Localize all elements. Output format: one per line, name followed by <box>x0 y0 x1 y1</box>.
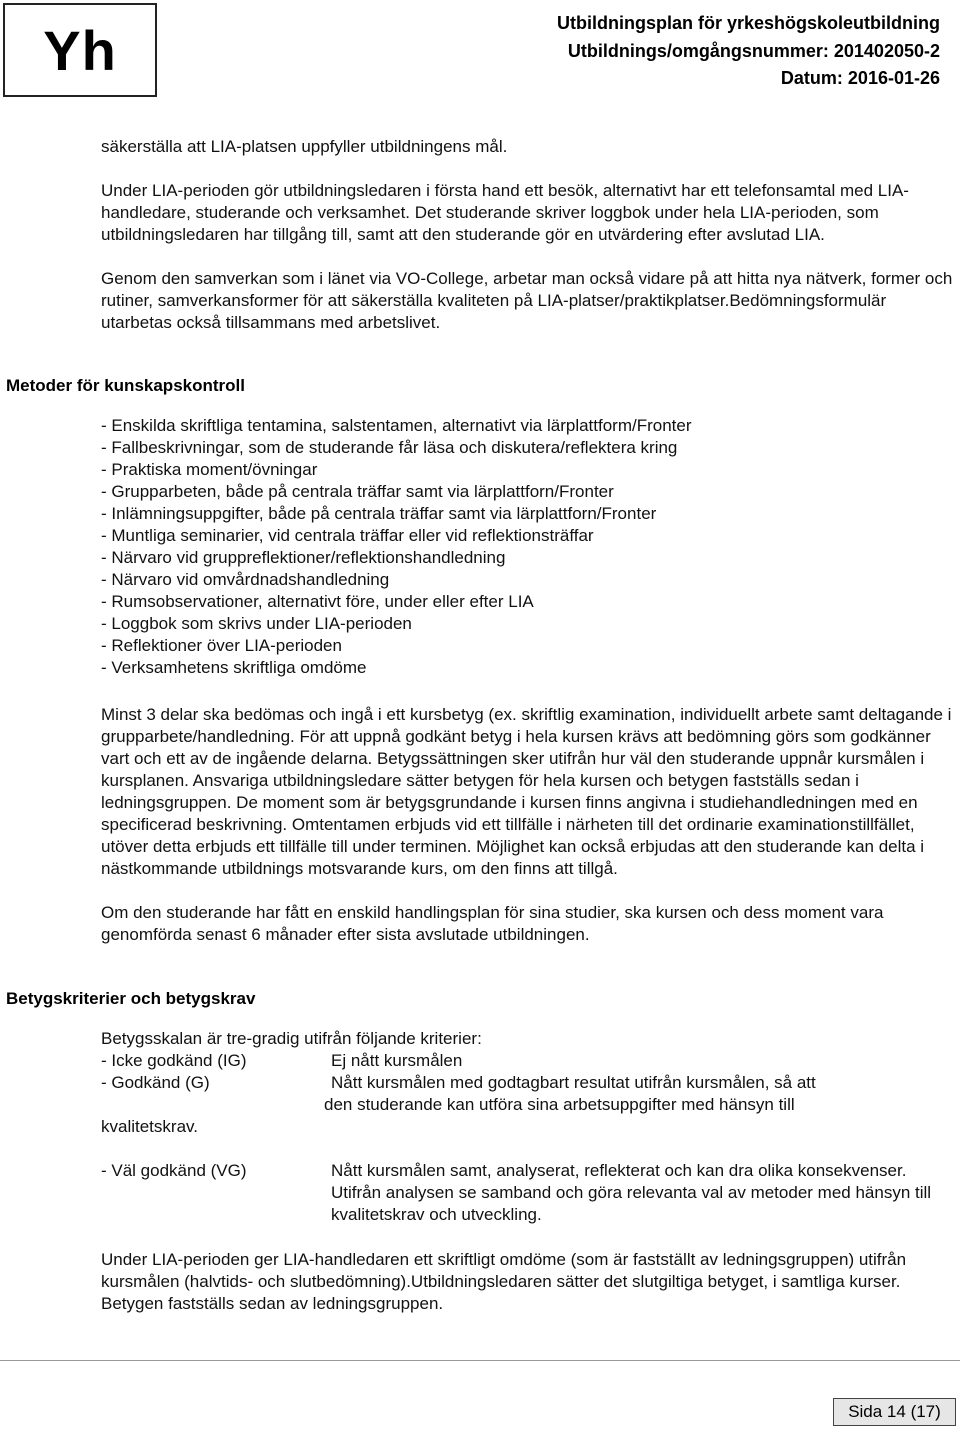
grading-intro: Betygsskalan är tre-gradig utifrån följande kriterier: <box>101 1029 482 1048</box>
document-header <box>557 10 940 93</box>
intro-paragraph-1: säkerställa att LIA-platsen uppfyller utbildningens mål. <box>101 137 508 156</box>
grade-vg-description: Nått kursmålen samt, analyserat, reflekterat och kan dra olika konsekvenser. Utifrån analysen se samband och göra relevanta val av metoder med hänsyn till kvalitetskrav och utveckling. <box>331 1161 932 1224</box>
list-item: - Praktiska moment/övningar <box>101 460 318 479</box>
grade-g-description-2: den studerande kan utföra sina arbetsuppgifter med hänsyn till <box>324 1095 795 1114</box>
list-item: - Loggbok som skrivs under LIA-perioden <box>101 614 412 633</box>
grade-g-label: - Godkänd (G) <box>101 1073 210 1092</box>
methods-text <box>101 704 957 946</box>
document-date: Datum: 2016-01-26 <box>780 68 940 88</box>
list-item: - Närvaro vid omvårdnadshandledning <box>101 570 390 589</box>
list-item: - Reflektioner över LIA-perioden <box>101 636 342 655</box>
grade-ig-description: Ej nått kursmålen <box>331 1051 463 1070</box>
intro-section <box>101 136 957 334</box>
list-item: - Grupparbeten, både på centrala träffar samt via lärplattforn/Fronter <box>101 482 614 501</box>
intro-paragraph-3: Genom den samverkan som i länet via VO-College, arbetar man också vidare på att hitta nya nätverk, former och rutiner, samverkansformer för att säkerställa kvaliteten på LIA-platser/praktikplatser.Bedömningsformulär utarbetas också tillsammans med arbetslivet. <box>101 269 953 332</box>
list-item: - Fallbeskrivningar, som de studerande får läsa och diskutera/reflektera kring <box>101 438 678 457</box>
logo-text: Yh <box>43 18 117 82</box>
list-item: - Muntliga seminarier, vid centrala träffar eller vid reflektionsträffar <box>101 526 594 545</box>
grade-g-description-1: Nått kursmålen med godtagbart resultat utifrån kursmålen, så att <box>331 1073 816 1092</box>
list-item: - Enskilda skriftliga tentamina, salstentamen, alternativt via lärplattform/Fronter <box>101 416 692 435</box>
methods-heading: Metoder för kunskapskontroll <box>6 376 245 395</box>
grade-vg-label: - Väl godkänd (VG) <box>101 1161 247 1180</box>
footer-divider <box>0 1360 960 1361</box>
list-item: - Verksamhetens skriftliga omdöme <box>101 658 367 677</box>
grade-ig-label: - Icke godkänd (IG) <box>101 1051 247 1070</box>
yh-logo <box>3 3 157 97</box>
document-title: Utbildningsplan för yrkeshögskoleutbildning <box>556 13 940 33</box>
methods-paragraph-2: Om den studerande har fått en enskild handlingsplan för sina studier, ska kursen och dess moment vara genomförda senast 6 månader efter sista avslutade utbildningen. <box>101 903 884 944</box>
list-item: - Inlämningsuppgifter, både på centrala träffar samt via lärplattforn/Fronter <box>101 504 657 523</box>
page-number: Sida 14 (17) <box>833 1398 956 1426</box>
methods-list <box>101 415 957 679</box>
grading-heading: Betygskriterier och betygskrav <box>6 989 256 1008</box>
grading-closing: Under LIA-perioden ger LIA-handledaren ett skriftligt omdöme (som är fastställt av ledningsgruppen) utifrån kursmålen (halvtids- och slutbedömning).Utbildningsledaren sätter det slutgiltiga betyget, i samtliga kurser. Betygen fastställs sedan av ledningsgruppen. <box>101 1250 907 1313</box>
list-item: - Rumsobservationer, alternativt före, under eller efter LIA <box>101 592 534 611</box>
list-item: - Närvaro vid gruppreflektioner/reflektionshandledning <box>101 548 506 567</box>
document-number: Utbildnings/omgångsnummer: 201402050-2 <box>567 40 940 61</box>
grade-g-description-3: kvalitetskrav. <box>101 1117 198 1136</box>
intro-paragraph-2: Under LIA-perioden gör utbildningsledaren i första hand ett besök, alternativt har ett telefonsamtal med LIA-handledare, studerande och verksamhet. Det studerande skriver loggbok under hela LIA-perioden, som utbildningsledaren har tillgång till, samt att den studerande gör en utvärdering efter avslutad LIA. <box>101 181 909 244</box>
methods-paragraph-1: Minst 3 delar ska bedömas och ingå i ett kursbetyg (ex. skriftlig examination, individuellt arbete samt deltagande i grupparbete/handledning. För att uppnå godkänt betyg i hela kursen krävs att bedömning görs som godkänner vart och ett av de ingående delarna. Betygssättningen sker utifrån hur väl den studerande uppnår kursmålen i kursplanen. Ansvariga utbildningsledare sätter betygen för hela kursen och betygen fastställs sedan i ledningsgruppen. De moment som är betygsgrundande i kursen finns angivna i studiehandledningen med en specificerad beskrivning. Omtentamen erbjuds vid ett tillfälle i närheten till det ordinarie examinationstillfället, utöver detta erbjuds ett tillfälle till under terminen. Möjlighet kan också erbjudas att den studerande kan delta i nästkommande utbildnings motsvarande kurs, om den finns att tillgå. <box>101 705 952 878</box>
